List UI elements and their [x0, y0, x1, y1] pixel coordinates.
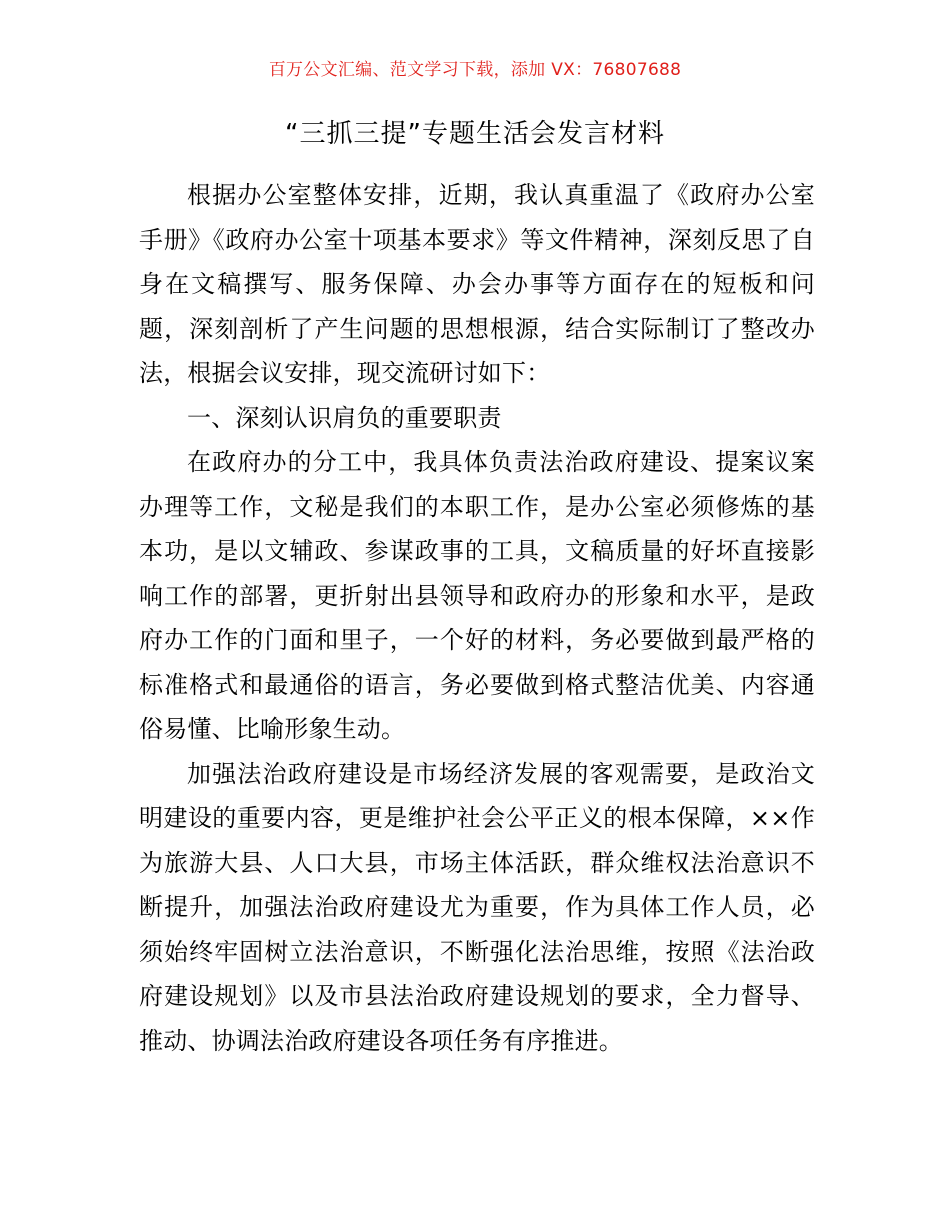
paragraph-intro: 根据办公室整体安排，近期，我认真重温了《政府办公室手册》《政府办公室十项基本要求》等文件精神，深刻反思了自身在文稿撰写、服务保障、办会办事等方面存在的短板和问题，深刻剖析了产生问题的思想根源，结合实际制订了整改办法，根据会议安排，现交流研讨如下：	[139, 181, 815, 387]
watermark-header: 百万公文汇编、范文学习下载，添加 VX：76807688	[268, 60, 682, 80]
document-title: “三抓三提”专题生活会发言材料	[285, 119, 665, 149]
paragraph-duties: 在政府办的分工中，我具体负责法治政府建设、提案议案办理等工作，文秘是我们的本职工作，是办公室必须修炼的基本功，是以文辅政、参谋政事的工具，文稿质量的好坏直接影响工作的部署，更折射出县领导和政府办的形象和水平，是政府办工作的门面和里子，一个好的材料，务必要做到最严格的标准格式和最通俗的语言，务必要做到格式整洁优美、内容通俗易懂、比喻形象生动。	[139, 448, 815, 743]
section-heading-1: 一、深刻认识肩负的重要职责	[187, 403, 502, 432]
document-body	[139, 173, 815, 1063]
paragraph-rule-of-law: 加强法治政府建设是市场经济发展的客观需要，是政治文明建设的重要内容，更是维护社会公平正义的根本保障，××作为旅游大县、人口大县，市场主体活跃，群众维权法治意识不断提升，加强法治政府建设尤为重要，作为具体工作人员，必须始终牢固树立法治意识，不断强化法治思维，按照《法治政府建设规划》以及市县法治政府建设规划的要求，全力督导、推动、协调法治政府建设各项任务有序推进。	[139, 759, 815, 1055]
